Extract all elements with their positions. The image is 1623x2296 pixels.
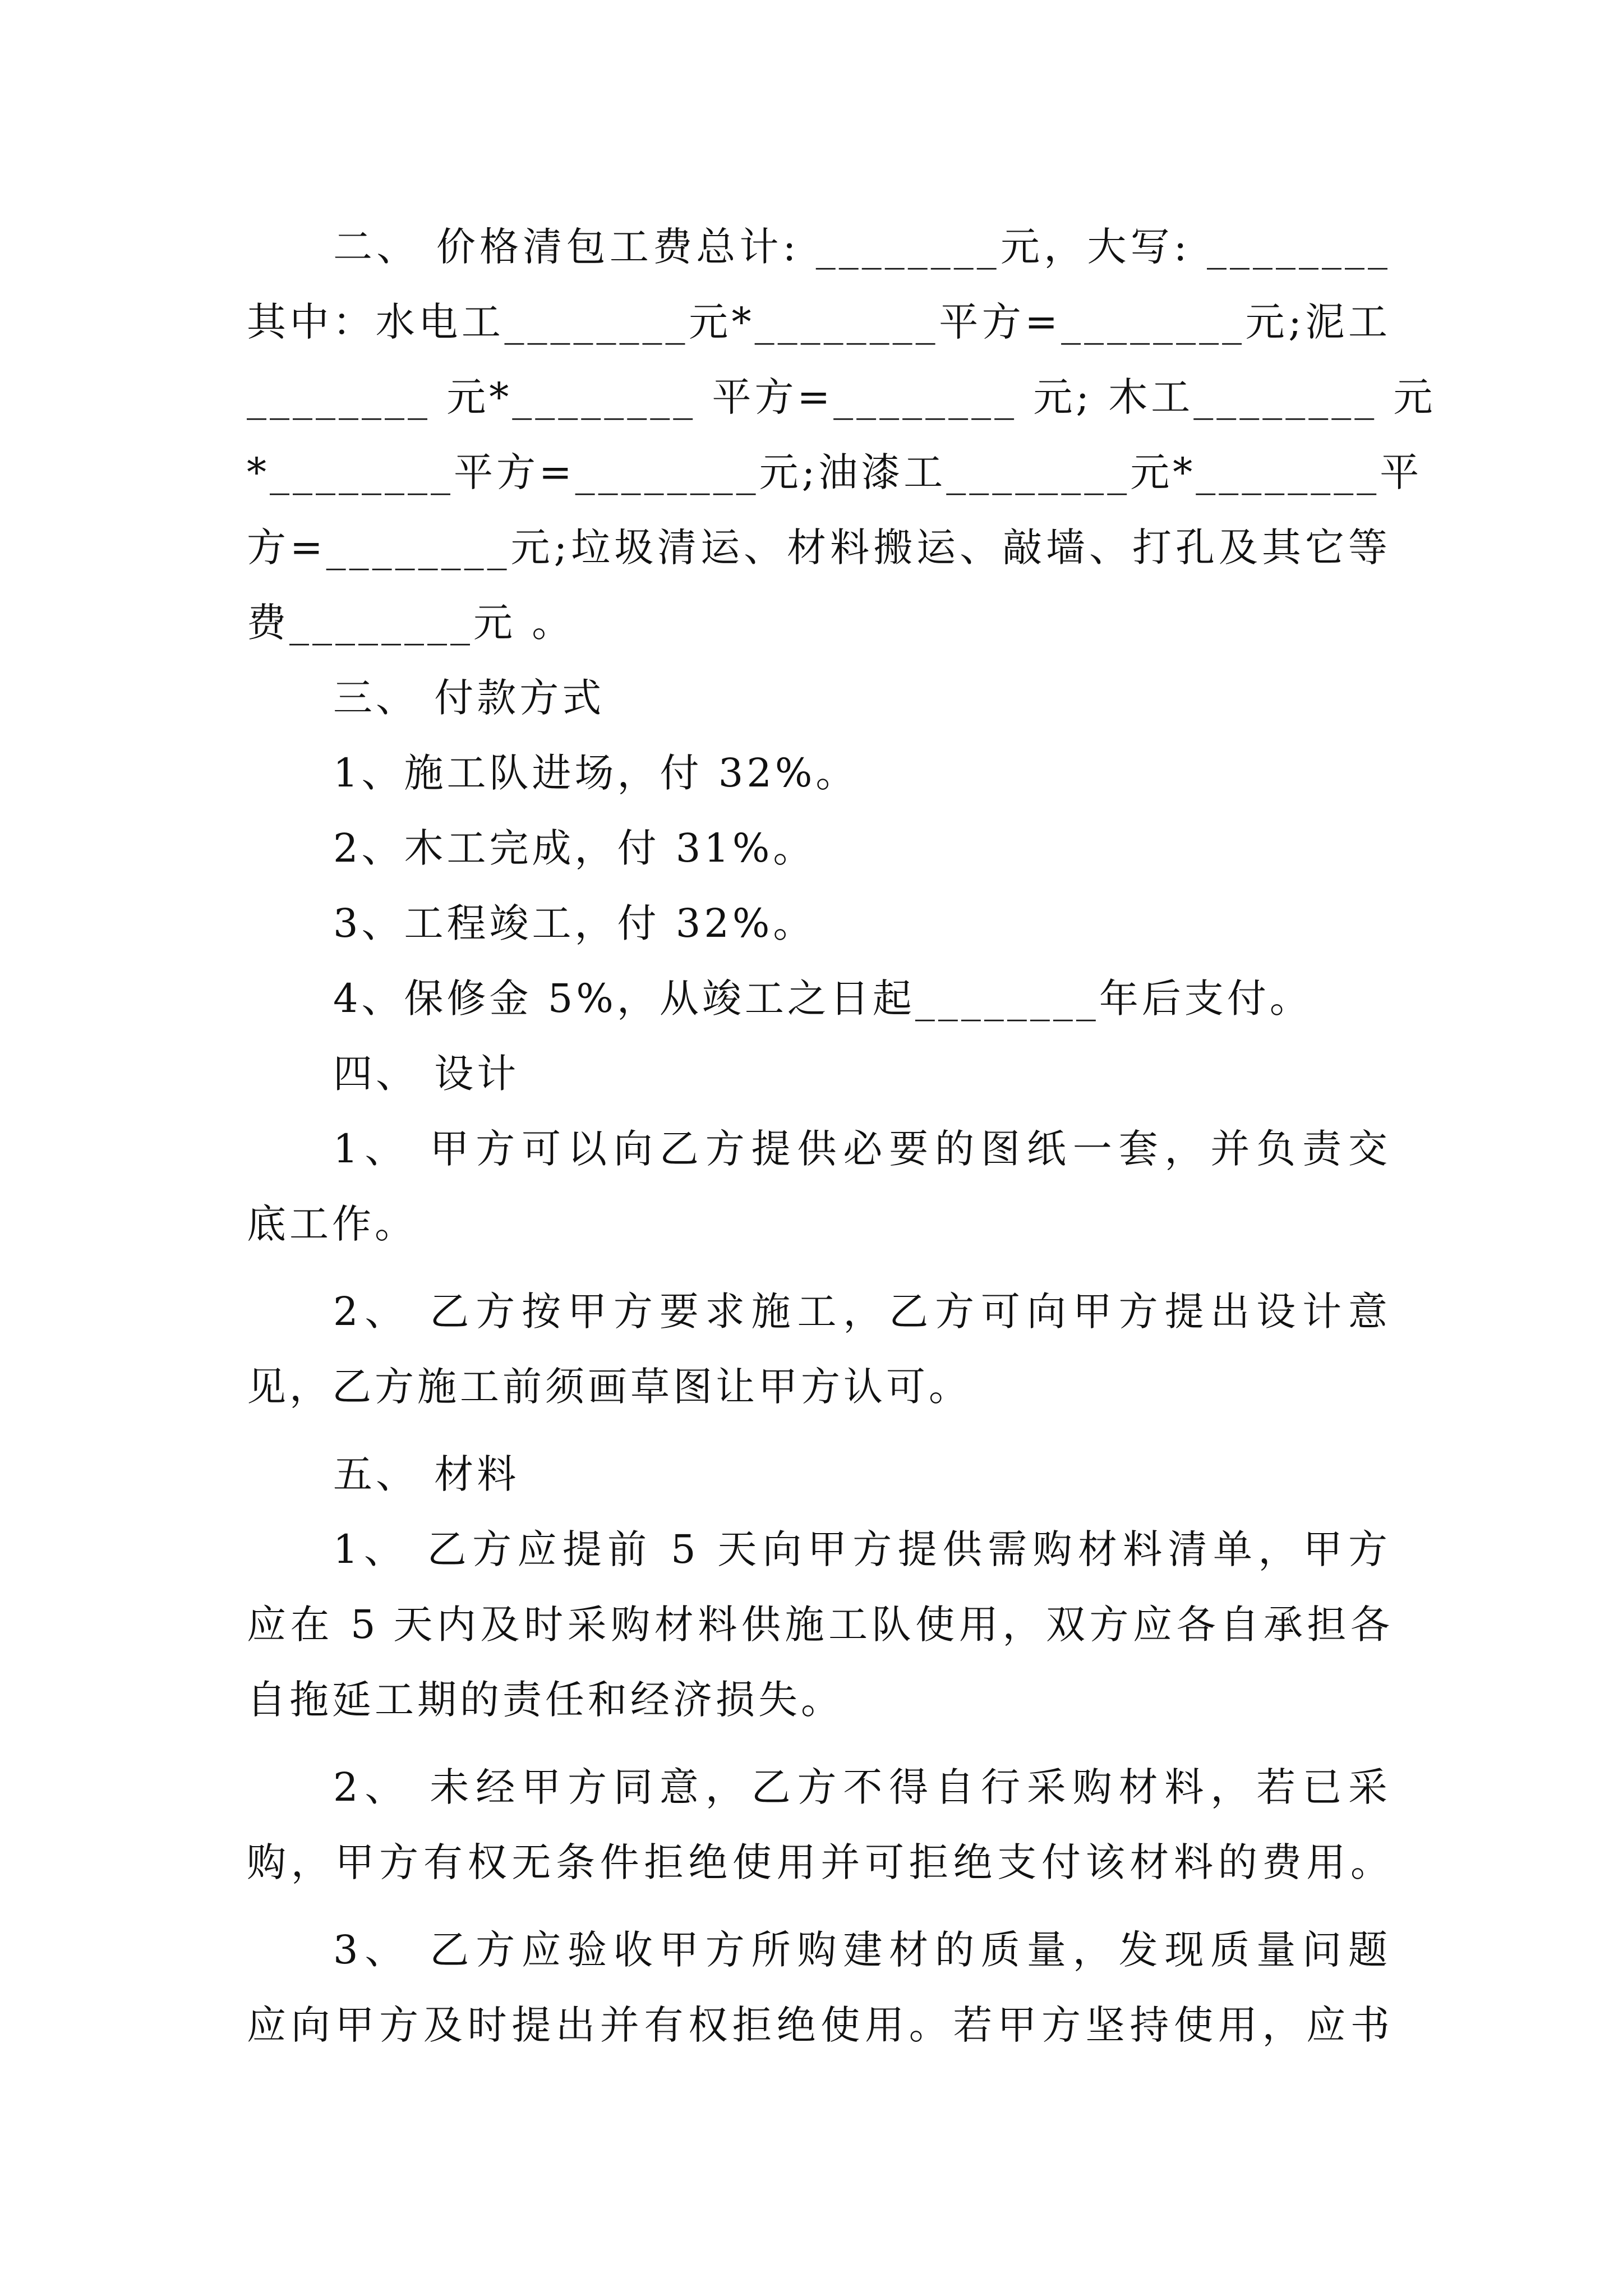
materials-item-1-end: 自拖延工期的责任和经济损失。	[247, 1677, 843, 1723]
section-5-heading: 五、 材料	[333, 1451, 520, 1497]
materials-item-3-continued: 应向甲方及时提出并有权拒绝使用。若甲方坚持使用，应书	[247, 2002, 1391, 2048]
payment-item-3: 3、工程竣工，付 32%。	[333, 900, 816, 946]
design-item-1-continued: 底工作。	[247, 1201, 417, 1247]
materials-item-1-continued: 应在 5 天内及时采购材料供施工队使用，双方应各自承担各	[247, 1602, 1391, 1648]
body-line: 费________元 。	[247, 600, 575, 646]
body-line: 方=________元;垃圾清运、材料搬运、敲墙、打孔及其它等	[247, 524, 1391, 570]
payment-item-2: 2、木工完成，付 31%。	[333, 825, 816, 871]
payment-item-1: 1、施工队进场，付 32%。	[333, 750, 859, 796]
materials-item-2: 2、 未经甲方同意，乙方不得自行采购材料，若已采	[333, 1764, 1391, 1810]
body-line: ________ 元*________ 平方=________ 元; 木工________ 元	[247, 374, 1436, 420]
section-2-heading-line: 二、 价格清包工费总计: ________元，大写: ________	[333, 224, 1391, 270]
section-3-heading: 三、 付款方式	[333, 675, 605, 721]
materials-item-1: 1、 乙方应提前 5 天向甲方提供需购材料清单，甲方	[333, 1526, 1391, 1572]
payment-item-4: 4、保修金 5%，从竣工之日起________年后支付。	[333, 976, 1312, 1022]
body-line: 其中：水电工________元*________平方=________元;泥工	[247, 299, 1391, 345]
design-item-1: 1、 甲方可以向乙方提供必要的图纸一套，并负责交	[333, 1126, 1391, 1172]
materials-item-2-continued: 购，甲方有权无条件拒绝使用并可拒绝支付该材料的费用。	[247, 1839, 1391, 1885]
body-line: *________平方=________元;油漆工________元*________平	[247, 449, 1423, 495]
materials-item-3: 3、 乙方应验收甲方所购建材的质量，发现质量问题	[333, 1927, 1391, 1973]
design-item-2: 2、 乙方按甲方要求施工，乙方可向甲方提出设计意	[333, 1289, 1391, 1335]
section-4-heading: 四、 设计	[333, 1051, 520, 1097]
design-item-2-continued: 见，乙方施工前须画草图让甲方认可。	[247, 1364, 971, 1410]
